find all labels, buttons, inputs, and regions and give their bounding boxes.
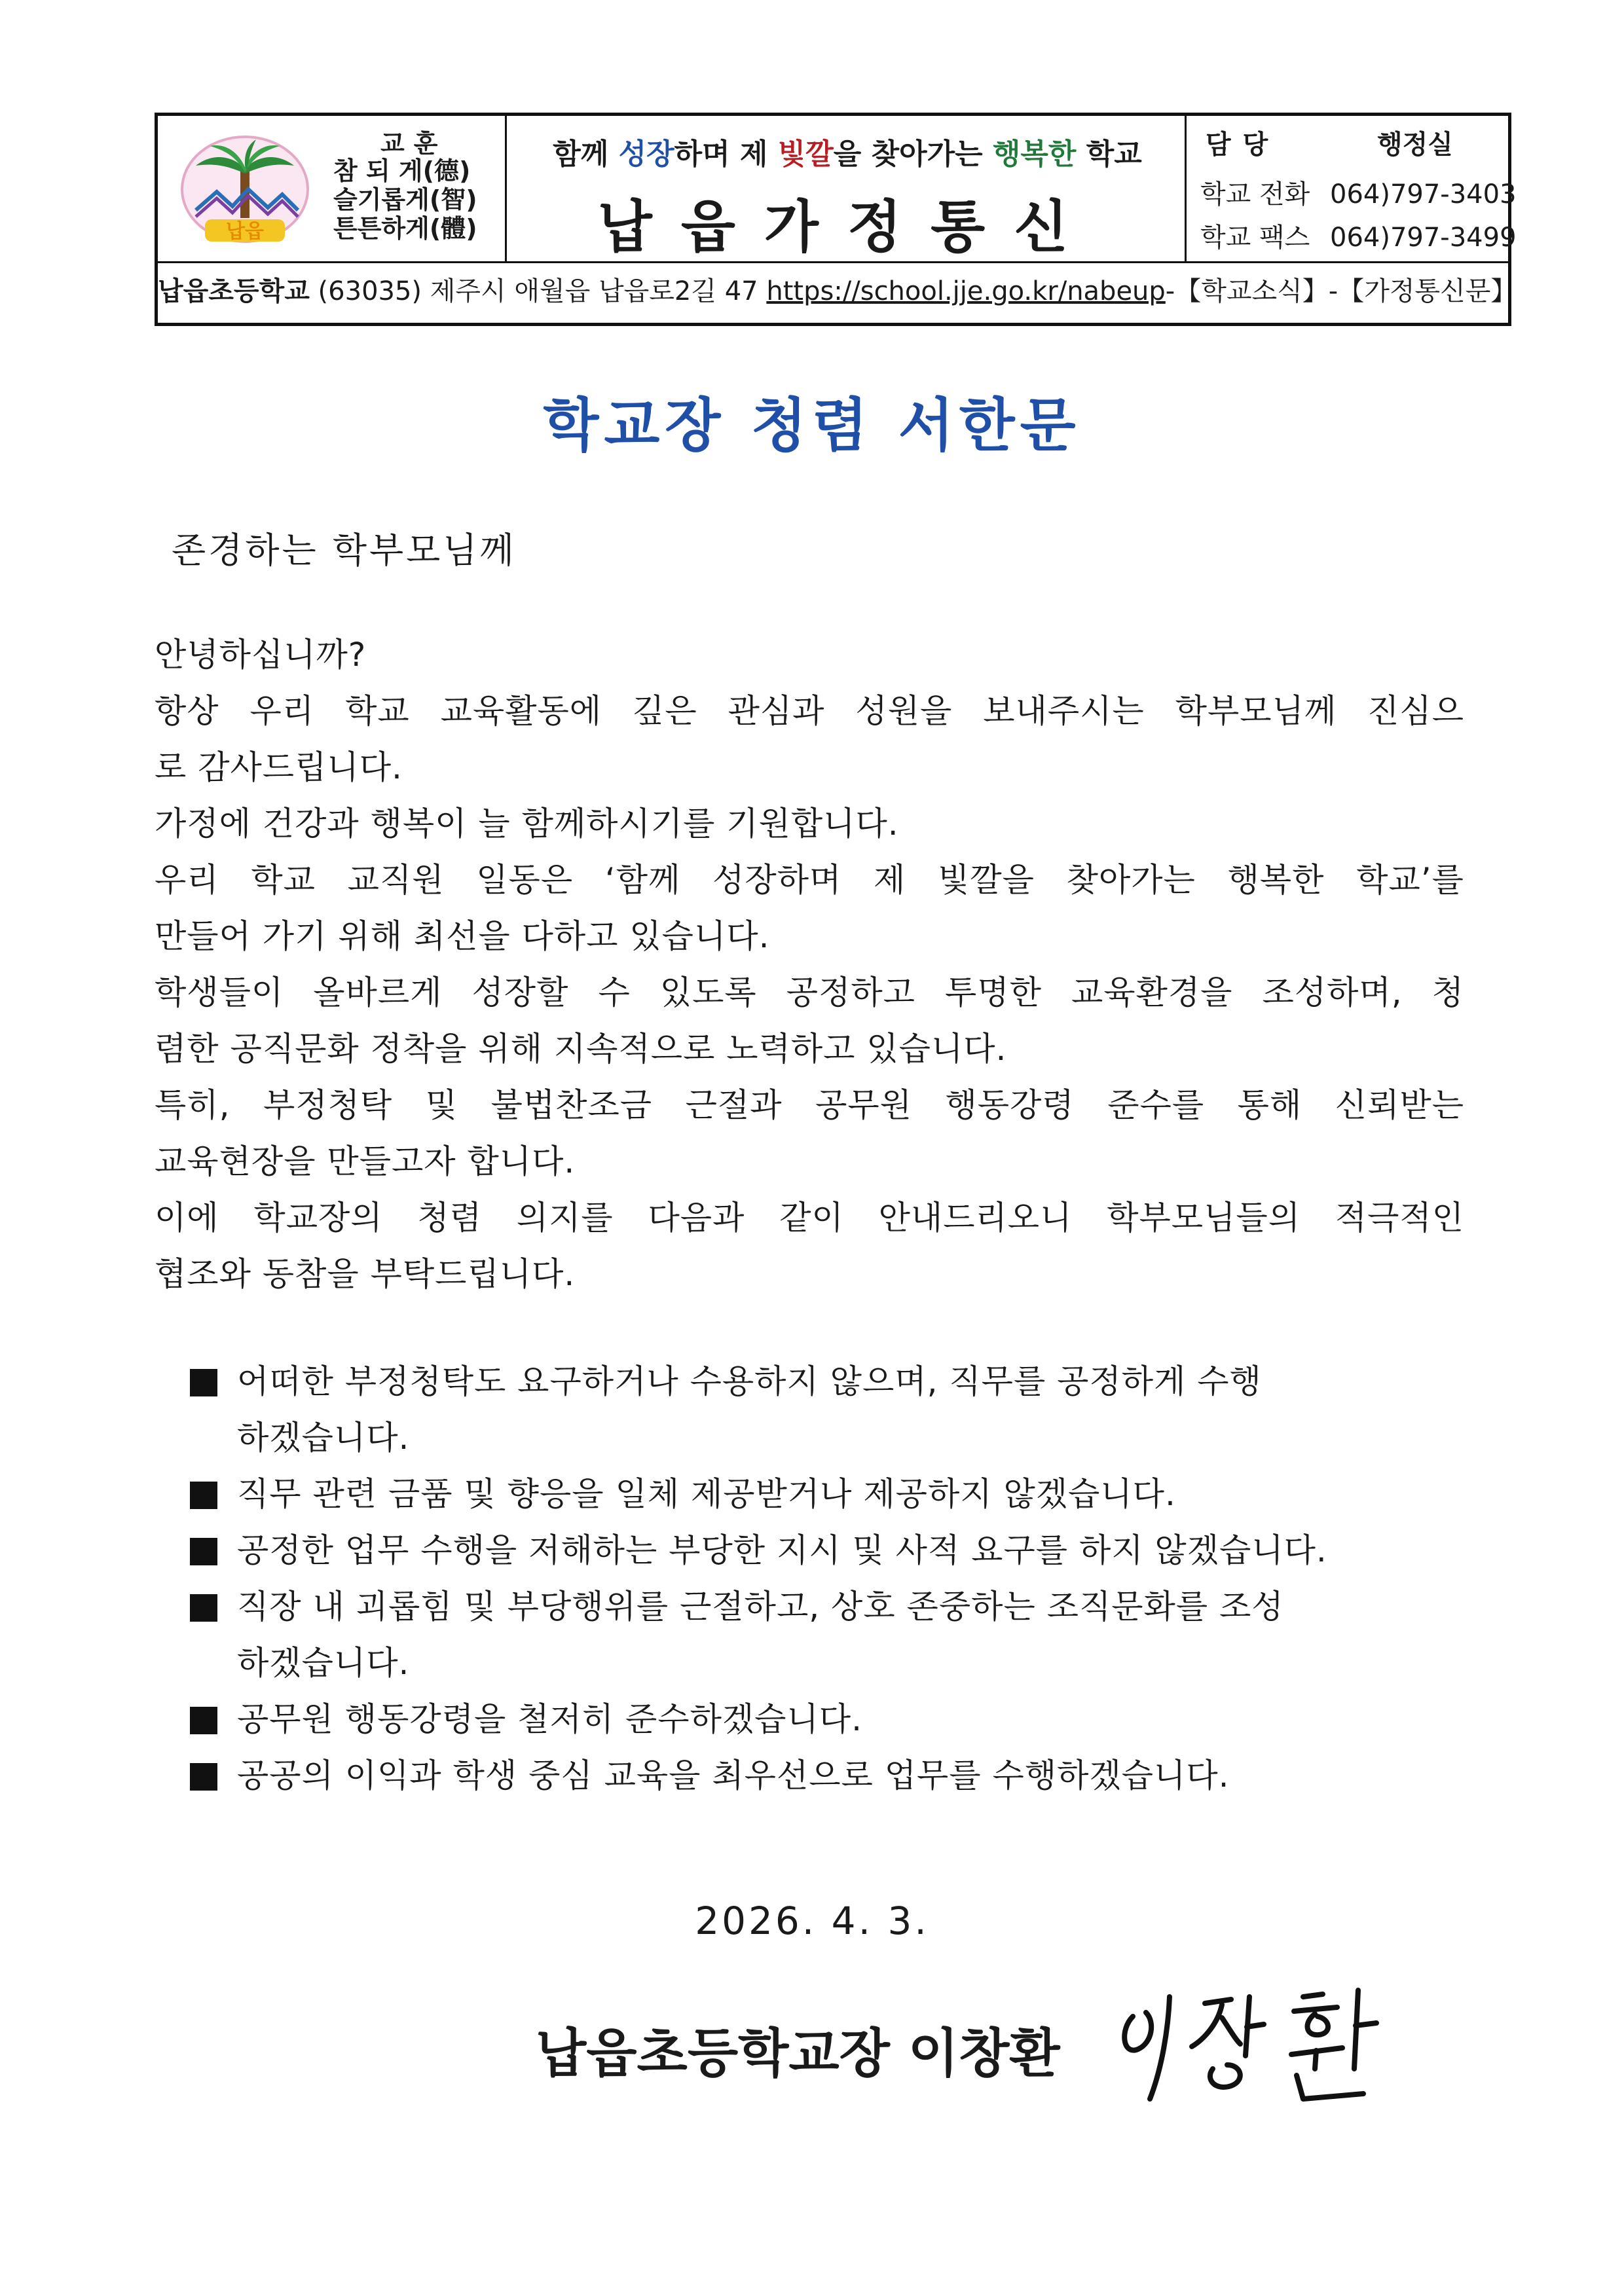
document-title: 학교장 청렴 서한문: [543, 392, 1081, 459]
svg-text:납읍: 납읍: [226, 220, 264, 243]
document-date: 2026. 4. 3.: [695, 1899, 929, 1943]
bullet-square-icon: [190, 1707, 217, 1734]
school-slogan: 함께 성장하며 제 빛깔을 찾아가는 행복한 학교: [553, 137, 1142, 171]
pledge-item: 공공의 이익과 학생 중심 교육을 최우선으로 업무를 수행하겠습니다.: [237, 1757, 1230, 1795]
body-line: 가정에 건강과 행복이 늘 함께하시기를 기원합니다.: [155, 805, 899, 843]
bullet-square-icon: [190, 1369, 217, 1396]
pledge-item-continuation: 하겠습니다.: [237, 1419, 410, 1457]
pledge-item: 공무원 행동강령을 철저히 준수하겠습니다.: [237, 1700, 862, 1738]
contact-fax-label: 학교 팩스: [1200, 223, 1310, 253]
salutation: 존경하는 학부모님께: [172, 530, 517, 571]
school-name: 납읍초등학교: [158, 276, 310, 306]
body-line: 만들어 가기 위해 최선을 다하고 있습니다.: [155, 917, 770, 955]
contact-phone-label: 학교 전화: [1200, 179, 1310, 210]
pledge-item: 어떠한 부정청탁도 요구하거나 수용하지 않으며, 직무를 공정하게 수행: [237, 1362, 1262, 1400]
school-motto-line: 참 되 게(德): [333, 156, 471, 185]
contact-fax: 064)797-3499: [1330, 223, 1517, 253]
bullet-square-icon: [190, 1482, 217, 1509]
body-line: 특히, 부정청탁 및 불법찬조금 근절과 공무원 행동강령 준수를 통해 신뢰받는: [155, 1086, 1464, 1124]
bullet-square-icon: [190, 1763, 217, 1791]
body-line: 협조와 동참을 부탁드립니다.: [155, 1255, 576, 1293]
contact-phone: 064)797-3403: [1330, 179, 1517, 210]
bullet-square-icon: [190, 1594, 217, 1622]
header-column-divider: [1185, 116, 1187, 261]
body-line: 로 감사드립니다.: [155, 748, 403, 786]
body-line: 렴한 공직문화 정착을 위해 지속적으로 노력하고 있습니다.: [155, 1030, 1007, 1068]
contact-in-charge-label: 담당: [1206, 130, 1280, 160]
body-line: 항상 우리 학교 교육활동에 깊은 관심과 성원을 보내주시는 학부모님께 진심으: [155, 692, 1464, 730]
school-motto-title: 교훈: [380, 129, 447, 158]
school-motto-line: 슬기롭게(智): [333, 185, 477, 214]
school-address: 납읍초등학교 (63035) 제주시 애월읍 납읍로2길 47 https://school.jje.go.kr/nabeup-【학교소식】-【가정통신문】: [158, 276, 1517, 306]
pledge-item: 공정한 업무 수행을 저해하는 부당한 지시 및 사적 요구를 하지 않겠습니다.: [237, 1531, 1327, 1569]
body-line: 우리 학교 교직원 일동은 ‘함께 성장하며 제 빛깔을 찾아가는 행복한 학교’를: [155, 861, 1464, 899]
pledge-item: 직장 내 괴롭힘 및 부당행위를 근절하고, 상호 존중하는 조직문화를 조성: [237, 1588, 1284, 1626]
pledge-item: 직무 관련 금품 및 향응을 일체 제공받거나 제공하지 않겠습니다.: [237, 1475, 1176, 1513]
body-line: 학생들이 올바르게 성장할 수 있도록 공정하고 투명한 교육환경을 조성하며, 청: [155, 974, 1464, 1011]
principal-name: 납읍초등학교장 이창환: [536, 2023, 1060, 2084]
school-website-link[interactable]: https://school.jje.go.kr/nabeup: [766, 276, 1166, 306]
body-line: 안녕하십니까?: [155, 636, 367, 674]
newsletter-header: [155, 113, 1517, 326]
body-line: 이에 학교장의 청렴 의지를 다음과 같이 안내드리오니 학부모님들의 적극적인: [155, 1199, 1464, 1237]
handwritten-signature-icon: [1107, 1971, 1408, 2108]
body-line: 교육현장을 만들고자 합니다.: [155, 1142, 576, 1180]
pledge-item-continuation: 하겠습니다.: [237, 1644, 410, 1682]
contact-in-charge: 행정실: [1377, 130, 1453, 160]
school-motto-line: 튼튼하게(體): [333, 214, 477, 243]
newsletter-title: 납읍가정통신: [597, 194, 1098, 260]
bullet-square-icon: [190, 1538, 217, 1565]
school-logo-icon: [176, 133, 314, 246]
header-column-divider: [505, 116, 507, 261]
